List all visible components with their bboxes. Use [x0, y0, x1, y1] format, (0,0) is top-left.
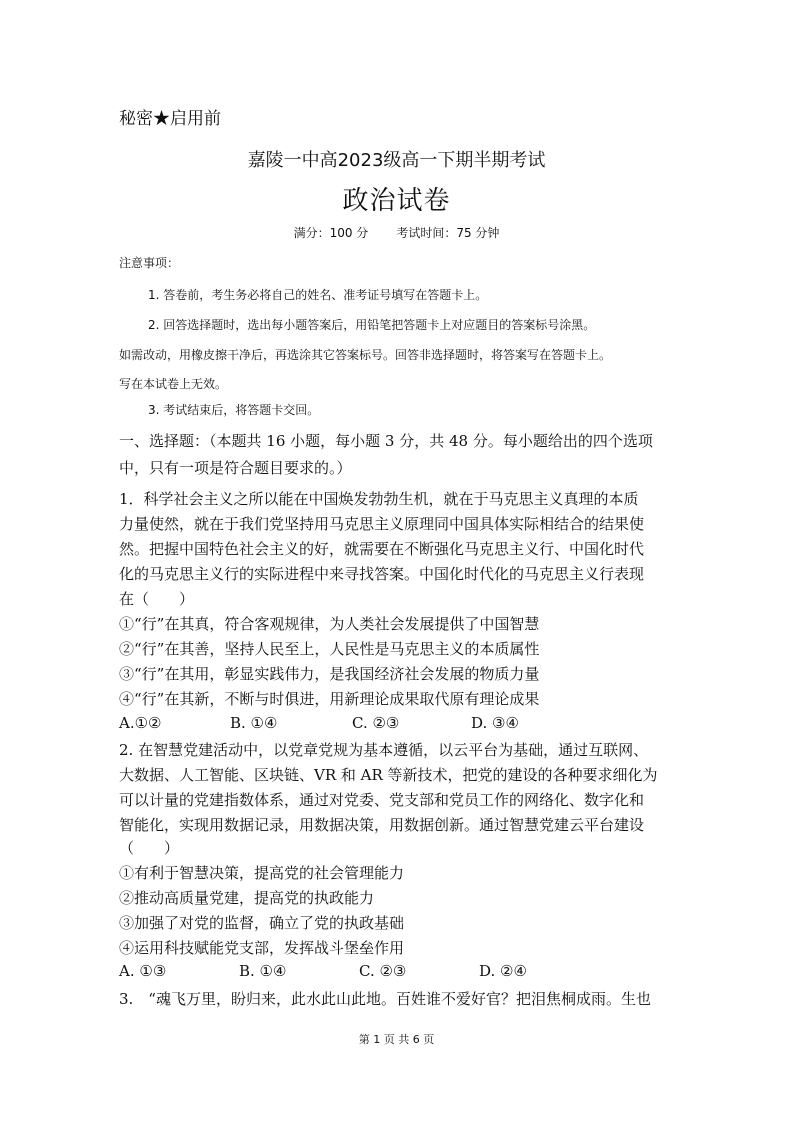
- question-1-item: ②“行”在其善，坚持人民至上，人民性是马克思主义的本质属性: [119, 640, 540, 658]
- question-1-stem: 力量使然，就在于我们党坚持用马克思主义原理同中国具体实际相结合的结果使: [119, 515, 645, 533]
- question-1-item: ③“行”在其用，彰显实践伟力，是我国经济社会发展的物质力量: [119, 665, 540, 683]
- question-1-stem: 在（ ）: [119, 590, 195, 608]
- section-heading-cont: 中，只有一项是符合题目要求的。）: [119, 459, 352, 477]
- question-1-stem: 1．科学社会主义之所以能在中国焕发勃勃生机，就在于马克思主义真理的本质: [119, 490, 639, 508]
- question-3-stem: 3. “魂飞万里，盼归来，此水此山此地。百姓谁不爱好官？把泪焦桐成雨。生也: [119, 990, 651, 1008]
- question-1-item: ④“行”在其新，不断与时俱进，用新理论成果取代原有理论成果: [119, 690, 540, 708]
- question-2-item: ④运用科技赋能党支部，发挥战斗堡垒作用: [119, 939, 405, 957]
- subject-title: 政治试卷: [342, 186, 451, 216]
- question-2-stem: 可以计量的党建指数体系，通过对党委、党支部和党员工作的网络化、数字化和: [119, 791, 645, 809]
- note-line: 1. 答卷前，考生务必将自己的姓名、准考证号填写在答题卡上。: [148, 288, 488, 302]
- question-2-item: ②推动高质量党建，提高党的执政能力: [119, 889, 375, 907]
- question-2-option-a: A. ①③: [119, 962, 167, 980]
- question-2-stem: 大数据、人工智能、区块链、VR 和 AR 等新技术，把党的建设的各种要求细化为: [119, 766, 658, 784]
- question-1-option-d: D. ③④: [471, 714, 519, 732]
- section-heading: 一、选择题：（本题共 16 小题，每小题 3 分，共 48 分。每小题给出的四个选项: [119, 432, 653, 450]
- question-2-item: ①有利于智慧决策，提高党的社会管理能力: [119, 864, 405, 882]
- secret-label: 秘密★启用前: [119, 109, 221, 129]
- note-line: 如需改动，用橡皮擦干净后，再选涂其它答案标号。回答非选择题时，将答案写在答题卡上。: [119, 348, 612, 362]
- question-2-stem: 智能化，实现用数据记录，用数据决策，用数据创新。通过智慧党建云平台建设: [119, 816, 645, 834]
- note-line: 写在本试卷上无效。: [119, 377, 228, 391]
- question-1-option-b: B. ①④: [230, 714, 278, 732]
- question-1-item: ①“行”在其真，符合客观规律，为人类社会发展提供了中国智慧: [119, 615, 540, 633]
- question-1-stem: 化的马克思主义行的实际进程中来寻找答案。中国化时代化的马克思主义行表现: [119, 565, 645, 583]
- question-2-option-d: D. ②④: [479, 962, 527, 980]
- exam-title: 嘉陵一中高2023级高一下期半期考试: [247, 150, 546, 171]
- full-score: 满分：100 分: [293, 226, 369, 240]
- question-2-stem: （ ）: [119, 839, 180, 857]
- question-2-item: ③加强了对党的监督，确立了党的执政基础: [119, 914, 405, 932]
- question-2-option-b: B. ①④: [239, 962, 287, 980]
- note-line: 2. 回答选择题时，选出每小题答案后，用铅笔把答题卡上对应题目的答案标号涂黑。: [148, 318, 596, 332]
- notes-heading: 注意事项：: [119, 256, 180, 270]
- question-2-option-c: C. ②③: [359, 962, 407, 980]
- question-1-option-a: A.①②: [119, 714, 162, 732]
- exam-time: 考试时间：75 分钟: [396, 226, 500, 240]
- question-1-stem: 然。把握中国特色社会主义的好，就需要在不断强化马克思主义行、中国化时代: [119, 540, 645, 558]
- question-2-stem: 2. 在智慧党建活动中，以党章党规为基本遵循，以云平台为基础，通过互联网、: [119, 741, 649, 759]
- question-1-option-c: C. ②③: [352, 714, 400, 732]
- exam-meta: [0, 224, 793, 241]
- note-line: 3. 考试结束后，将答题卡交回。: [148, 403, 320, 417]
- page-footer: 第 1 页 共 6 页: [358, 1033, 435, 1046]
